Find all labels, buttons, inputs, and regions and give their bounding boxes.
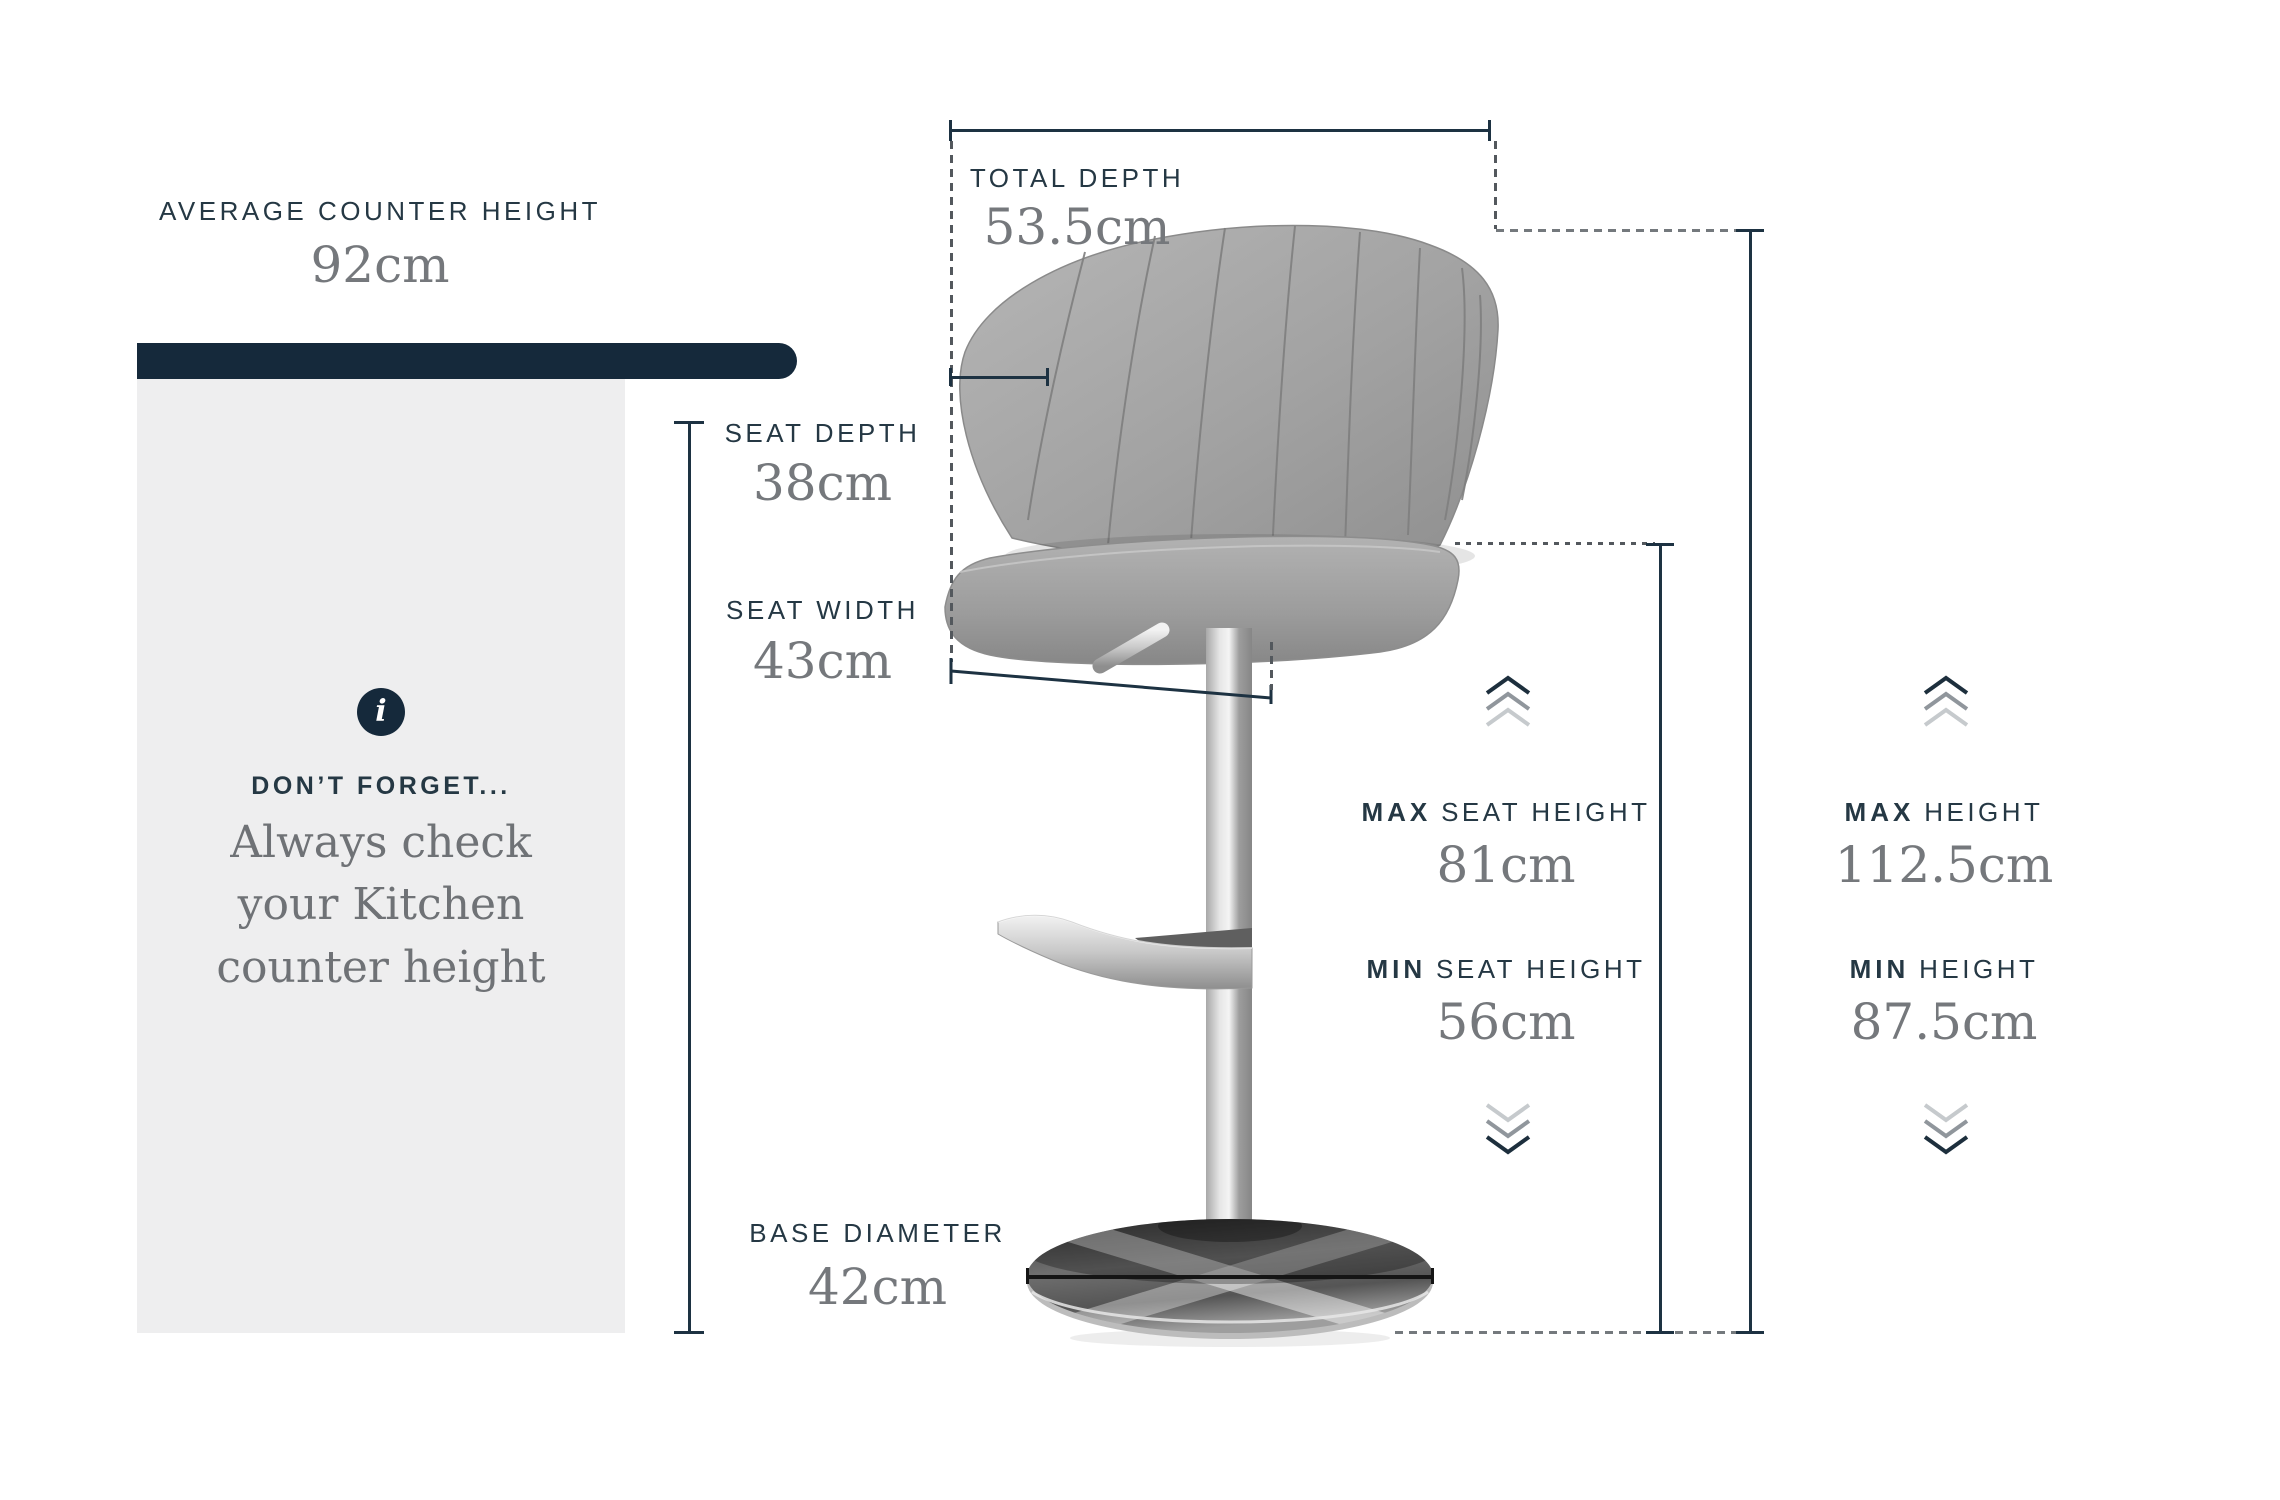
seat-depth-tick-left [949,368,952,386]
total-depth-tick-right [1488,120,1491,141]
guide-dashed-back [1494,141,1497,229]
chevron-up-icon [1920,672,1972,734]
counter-height-reference-line [688,423,691,1333]
note-body: Always check your Kitchen counter height [216,817,546,993]
min-height-value: 87.5cm [1850,993,2038,1051]
max-height-label: MAX HEIGHT [1844,797,2044,827]
seat-depth-tick-right [1046,368,1049,386]
base-diameter-dimension-line [1028,1275,1433,1279]
average-counter-height-value: 92cm [310,236,450,294]
info-icon: i [357,688,405,736]
overall-height-measure-line [1749,231,1752,1333]
seat-depth-dimension-line [951,376,1048,379]
guide-dashed-front [950,141,953,662]
min-height-label: MIN HEIGHT [1849,954,2039,984]
counter-top-bar [137,343,797,379]
chevron-down-icon [1920,1096,1972,1158]
seat-height-line-top-cap [1646,543,1674,546]
reference-line-bottom-cap [674,1331,704,1334]
chevron-up-icon [1482,672,1534,734]
seat-width-label: SEAT WIDTH [726,595,919,625]
base-diameter-tick-right [1431,1268,1434,1284]
seat-width-dimension-line [945,652,1285,704]
seat-level-dotted-line [1455,542,1655,545]
total-depth-tick-left [949,120,952,141]
chevron-down-icon [1482,1096,1534,1158]
max-height-value: 112.5cm [1834,836,2054,894]
min-seat-height-label: MIN SEAT HEIGHT [1366,954,1646,984]
floor-dashed-line [1395,1331,1745,1334]
bar-stool-illustration [900,140,1520,1370]
seat-depth-value: 38cm [752,454,893,512]
seat-depth-label: SEAT DEPTH [724,418,921,448]
note-title: DON’T FORGET... [251,772,511,800]
seat-width-value: 43cm [752,632,893,690]
guide-dashed-top-right [1496,229,1748,232]
total-depth-value: 53.5cm [983,198,1171,256]
min-seat-height-value: 56cm [1436,993,1576,1051]
base-diameter-label: BASE DIAMETER [749,1218,1006,1248]
overall-height-line-top-cap [1736,229,1764,232]
average-counter-height-label: AVERAGE COUNTER HEIGHT [158,196,601,226]
reference-line-top-cap [674,421,704,424]
seat-height-line-bottom-cap [1646,1331,1674,1334]
base-diameter-value: 42cm [807,1258,948,1316]
seat-width-guide-dashed [1270,642,1273,690]
overall-height-line-bottom-cap [1736,1331,1764,1334]
base-diameter-tick-left [1026,1268,1029,1284]
total-depth-dimension-line [951,129,1490,132]
max-seat-height-value: 81cm [1436,836,1576,894]
total-depth-label: TOTAL DEPTH [969,163,1185,193]
max-seat-height-label: MAX SEAT HEIGHT [1361,797,1651,827]
seat-height-measure-line [1659,545,1662,1333]
